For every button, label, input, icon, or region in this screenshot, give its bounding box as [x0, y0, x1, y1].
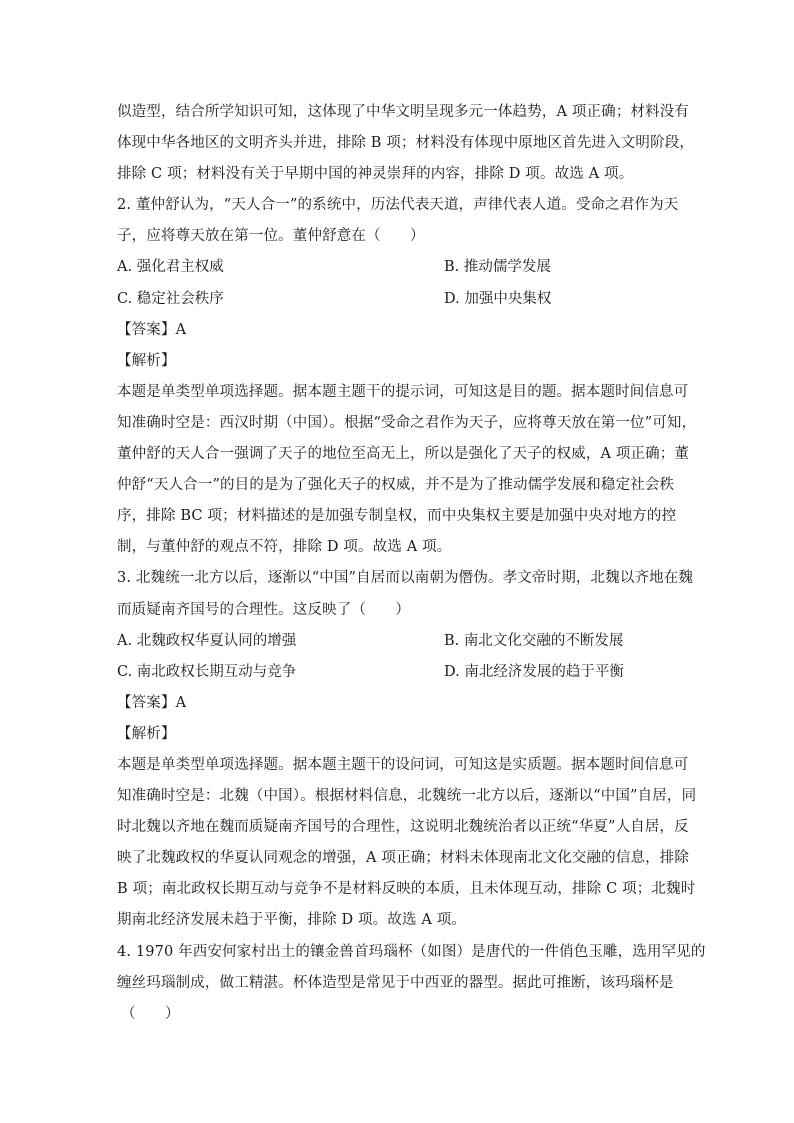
- question-4: [117, 937, 706, 1030]
- question-stem-line: 缠丝玛瑙制成，做工精湛。杯体造型是常见于中西亚的器型。据此可推断，该玛瑙杯是: [117, 974, 674, 991]
- text-line: 似造型，结合所学知识可知，这体现了中华文明呈现多元一体趋势，A 项正确；材料没有: [117, 104, 690, 120]
- options-row: [117, 657, 677, 688]
- analysis-line: 知准确时空是：北魏（中国）。根据材料信息，北魏统一北方以后，逐渐以“中国”自居，同: [117, 788, 697, 805]
- question-2: [117, 190, 697, 563]
- analysis-line: 仲舒“天人合一”的目的是为了强化天子的权威，并不是为了推动儒学发展和稳定社会秩: [117, 477, 675, 494]
- question-3: [117, 563, 697, 936]
- previous-analysis-continuation: [117, 97, 695, 190]
- analysis-line: 董仲舒的天人合一强调了天子的地位至高无上，所以是强化了天子的权威，A 项正确；董: [117, 446, 690, 463]
- analysis-label: 【解析】: [117, 725, 176, 742]
- analysis-line: B 项；南北政权长期互动与竞争不是材料反映的本质，且未体现互动，排除 C 项；北魏时: [117, 881, 696, 898]
- question-stem-line: 3. 北魏统一北方以后，逐渐以“中国”自居而以南朝为僭伪。孝文帝时期，北魏以齐地在魏: [117, 570, 694, 587]
- option-a: A. 北魏政权华夏认同的增强: [117, 632, 297, 649]
- analysis-line: 制，与董仲舒的观点不符，排除 D 项。故选 A 项。: [117, 539, 452, 556]
- analysis-line: 本题是单类型单项选择题。据本题主题干的提示词，可知这是目的题。据本题时间信息可: [117, 383, 689, 400]
- option-c: C. 南北政权长期互动与竞争: [117, 663, 297, 680]
- question-stem-line: （ ）: [121, 1005, 180, 1022]
- question-stem-line: 而质疑南齐国号的合理性。这反映了（ ）: [117, 601, 410, 618]
- option-d: D. 南北经济发展的趋于平衡: [444, 663, 624, 680]
- analysis-line: 序，排除 BC 项；材料描述的是加强专制皇权，而中央集权主要是加强中央对地方的控: [117, 508, 677, 525]
- options-row: [117, 284, 677, 315]
- option-c: C. 稳定社会秩序: [117, 290, 224, 307]
- text-line: 排除 C 项；材料没有关于早期中国的神灵崇拜的内容，排除 D 项。故选 A 项。: [117, 166, 634, 183]
- answer-label: 【答案】A: [117, 694, 187, 711]
- analysis-label: 【解析】: [117, 352, 176, 369]
- options-row: [117, 252, 677, 283]
- analysis-line: 时北魏以齐地在魏而质疑南齐国号的合理性，这说明北魏统治者以正统“华夏”人自居，反: [117, 819, 689, 836]
- question-stem-line: 4. 1970 年西安何家村出土的镶金兽首玛瑙杯（如图）是唐代的一件俏色玉雕，选用罕见的: [117, 943, 706, 960]
- options-row: [117, 626, 677, 657]
- question-stem-line: 2. 董仲舒认为，“天人合一”的系统中，历法代表天道，声律代表人道。受命之君作为天: [117, 197, 679, 214]
- answer-label: 【答案】A: [117, 321, 187, 338]
- option-a: A. 强化君主权威: [117, 259, 224, 276]
- analysis-line: 期南北经济发展未趋于平衡，排除 D 项。故选 A 项。: [117, 912, 467, 929]
- option-b: B. 推动儒学发展: [444, 259, 551, 276]
- question-stem-line: 子，应将尊天放在第一位。董仲舒意在（ ）: [117, 228, 425, 245]
- text-line: 体现中华各地区的文明齐头并进，排除 B 项；材料没有体现中原地区首先进入文明阶段，: [117, 135, 695, 152]
- analysis-line: 映了北魏政权的华夏认同观念的增强，A 项正确；材料未体现南北文化交融的信息，排除: [117, 850, 690, 867]
- document-page: [117, 97, 706, 1030]
- option-b: B. 南北文化交融的不断发展: [444, 632, 624, 649]
- option-d: D. 加强中央集权: [444, 290, 552, 307]
- analysis-line: 知准确时空是：西汉时期（中国）。根据“受命之君作为天子，应将尊天放在第一位”可知，: [117, 414, 697, 431]
- analysis-line: 本题是单类型单项选择题。据本题主题干的设问词，可知这是实质题。据本题时间信息可: [117, 756, 689, 773]
